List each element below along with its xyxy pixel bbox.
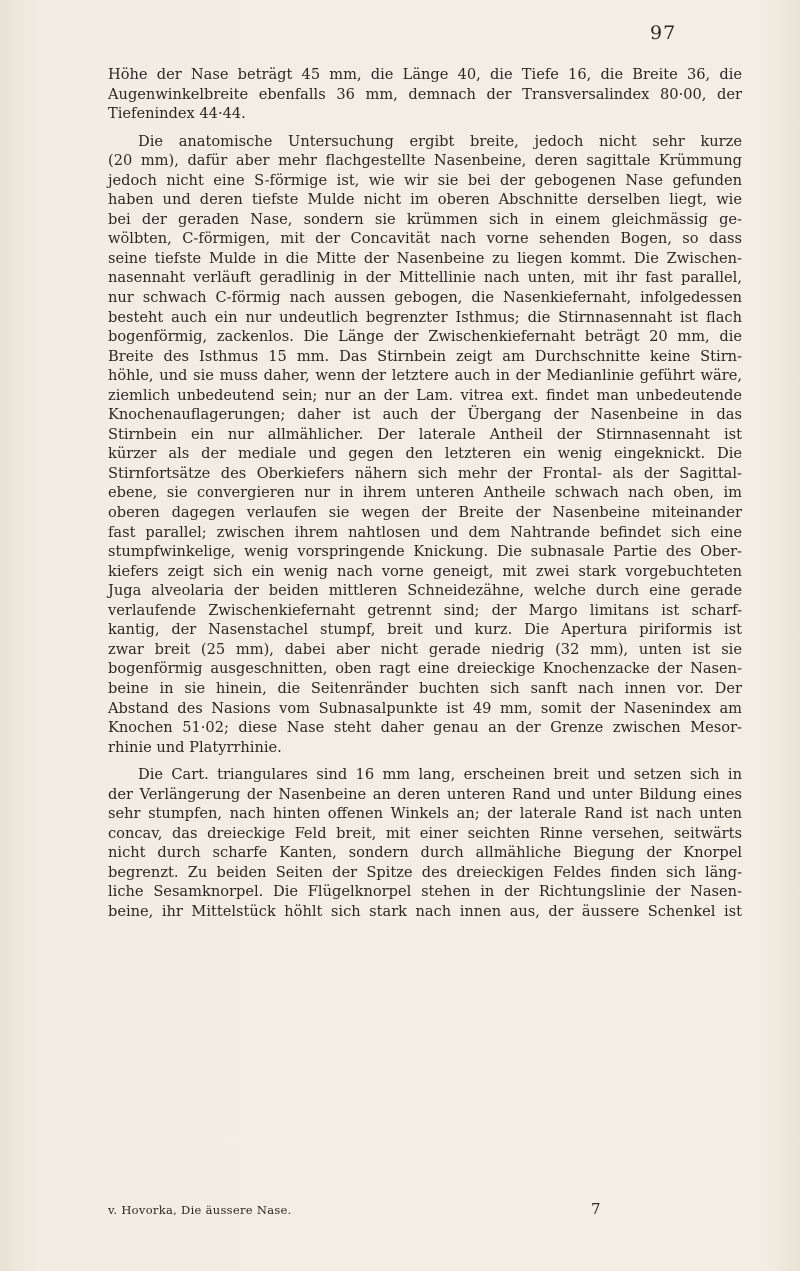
paragraph-gap (108, 757, 742, 765)
text-line: ebene, sie convergieren nur in ihrem unteren Antheile schwach nach oben, im (108, 484, 742, 502)
text-line: Stirnfortsätze des Oberkiefers nähern sich mehr der Frontal- als der Sagittal- (108, 464, 742, 482)
text-line: oberen dagegen verlaufen sie wegen der Breite der Nasenbeine miteinander (108, 504, 742, 522)
text-line: nasennaht verläuft geradlinig in der Mittellinie nach unten, mit ihr fast parallel, (108, 269, 742, 287)
text-line: nicht durch scharfe Kanten, sondern durch allmähliche Biegung der Knorpel (108, 844, 742, 862)
text-line: bei der geraden Nase, sondern sie krümmen sich in einem gleichmässig ge- (108, 210, 742, 228)
text-line: ziemlich unbedeutend sein; nur an der Lam. vitrea ext. findet man unbedeutende (108, 386, 742, 404)
text-line: Die anatomische Untersuchung ergibt breite, jedoch nicht sehr kurze (138, 132, 742, 150)
text-line: (20 mm), dafür aber mehr flachgestellte Nasenbeine, deren sagittale Krümmung (108, 152, 742, 170)
text-line: kiefers zeigt sich ein wenig nach vorne geneigt, mit zwei stark vorgebuchteten (108, 562, 742, 580)
signature-mark: 7 (591, 1200, 601, 1218)
text-line: beine, ihr Mittelstück höhlt sich stark nach innen aus, der äussere Schenkel ist (108, 902, 742, 920)
text-line: concav, das dreieckige Feld breit, mit einer seichten Rinne versehen, seitwärts (108, 824, 742, 842)
text-line: haben und deren tiefste Mulde nicht im oberen Abschnitte derselben liegt, wie (108, 191, 742, 209)
text-line: kürzer als der mediale und gegen den letzteren ein wenig eingeknickt. Die (108, 445, 742, 463)
text-line: besteht auch ein nur undeutlich begrenzter Isthmus; die Stirnnasennaht ist flach (108, 308, 742, 326)
text-line: stumpfwinkelige, wenig vorspringende Knickung. Die subnasale Partie des Ober- (108, 543, 742, 561)
text-line: nur schwach C-förmig nach aussen gebogen, die Nasenkiefernaht, infolgedessen (108, 289, 742, 307)
text-line: Stirnbein ein nur allmählicher. Der laterale Antheil der Stirnnasennaht ist (108, 425, 742, 443)
paragraph-gap (108, 124, 742, 132)
text-line: Die Cart. triangulares sind 16 mm lang, erscheinen breit und setzen sich in (138, 766, 742, 784)
text-line: Breite des Isthmus 15 mm. Das Stirnbein zeigt am Durchschnitte keine Stirn- (108, 347, 742, 365)
text-line: zwar breit (25 mm), dabei aber nicht gerade niedrig (32 mm), unten ist sie (108, 640, 742, 658)
text-line: höhle, und sie muss daher, wenn der letztere auch in der Medianlinie geführt wäre, (108, 367, 742, 385)
text-line: jedoch nicht eine S-förmige ist, wie wir sie bei der gebogenen Nase gefunden (108, 171, 742, 189)
text-line: rhinie und Platyrrhinie. (108, 738, 282, 756)
text-line: fast parallel; zwischen ihrem nahtlosen und dem Nahtrande befindet sich eine (108, 523, 742, 541)
text-line: seine tiefste Mulde in die Mitte der Nasenbeine zu liegen kommt. Die Zwischen- (108, 249, 742, 267)
text-line: wölbten, C-förmigen, mit der Concavität nach vorne sehenden Bogen, so dass (108, 230, 742, 248)
text-line: Knochen 51·02; diese Nase steht daher genau an der Grenze zwischen Mesor- (108, 719, 742, 737)
text-line: verlaufende Zwischenkiefernaht getrennt sind; der Margo limitans ist scharf- (108, 601, 742, 619)
body-text (108, 65, 742, 922)
footer-running-title: v. Hovorka, Die äussere Nase. (108, 1203, 292, 1217)
text-line: begrenzt. Zu beiden Seiten der Spitze des dreieckigen Feldes finden sich läng- (108, 863, 742, 881)
text-line: beine in sie hinein, die Seitenränder buchten sich sanft nach innen vor. Der (108, 679, 742, 697)
text-line: kantig, der Nasenstachel stumpf, breit und kurz. Die Apertura piriformis ist (108, 621, 742, 639)
text-line: Juga alveolaria der beiden mittleren Schneidezähne, welche durch eine gerade (108, 582, 742, 600)
text-line: der Verlängerung der Nasenbeine an deren unteren Rand und unter Bildung eines (108, 785, 742, 803)
text-line: liche Sesamknorpel. Die Flügelknorpel stehen in der Richtungslinie der Nasen- (108, 883, 742, 901)
text-line: Abstand des Nasions vom Subnasalpunkte ist 49 mm, somit der Nasenindex am (108, 699, 742, 717)
page-number: 97 (650, 22, 677, 44)
page-footer (108, 1200, 742, 1218)
text-line: Knochenauflagerungen; daher ist auch der Übergang der Nasenbeine in das (108, 406, 742, 424)
text-line: sehr stumpfen, nach hinten offenen Winkels an; der laterale Rand ist nach unten (108, 805, 742, 823)
text-line: bogenförmig ausgeschnitten, oben ragt eine dreieckige Knochenzacke der Nasen- (108, 660, 742, 678)
text-line: Tiefenindex 44·44. (108, 105, 246, 123)
text-line: Höhe der Nase beträgt 45 mm, die Länge 40, die Tiefe 16, die Breite 36, die (108, 66, 742, 83)
text-line: Augenwinkelbreite ebenfalls 36 mm, demnach der Transversalindex 80·00, der (108, 85, 742, 103)
text-line: bogenförmig, zackenlos. Die Länge der Zwischenkiefernaht beträgt 20 mm, die (108, 328, 742, 346)
